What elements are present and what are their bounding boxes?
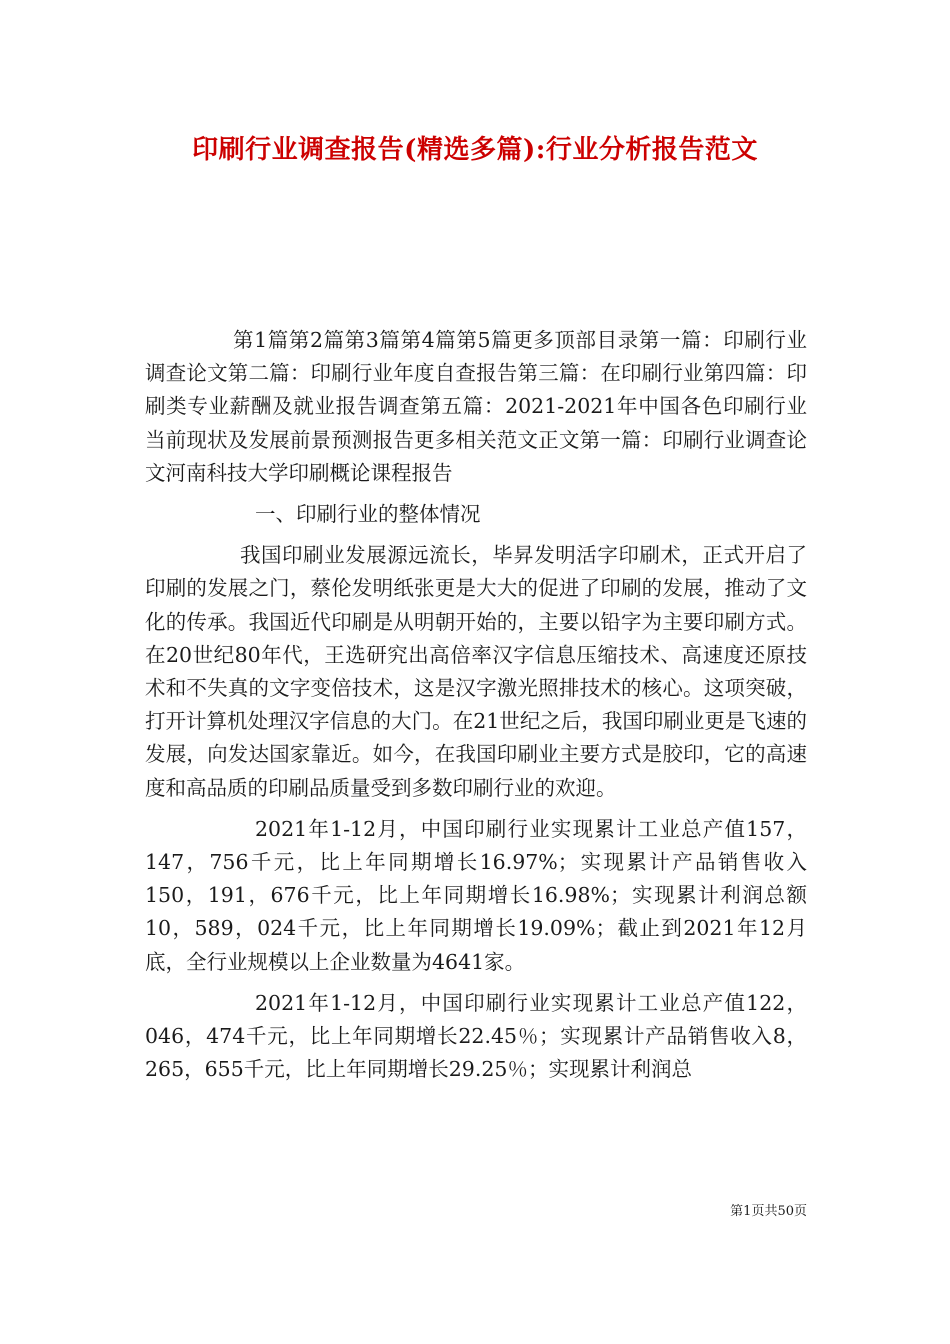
table-of-contents-paragraph: 第1篇第2篇第3篇第4篇第5篇更多顶部目录第一篇：印刷行业调查论文第二篇：印刷行业年度自查报告第三篇：在印刷行业第四篇：印刷类专业薪酬及就业报告调查第五篇：2021-2021年中国各色印刷行业当前现状及发展前景预测报告更多相关范文正文第一篇：印刷行业调查论文河南科技大学印刷概论课程报告 <box>145 328 807 485</box>
body-paragraph: 2021年1-12月，中国印刷行业实现累计工业总产值157，147，756千元，比上年同期增长16.97%；实现累计产品销售收入150，191，676千元，比上年同期增长16.98%；实现累计利润总额10，589，024千元，比上年同期增长19.09%；截止到2021年12月底，全行业规模以上企业数量为4641家。 <box>145 816 807 974</box>
document-title: 印刷行业调查报告(精选多篇):行业分析报告范文 <box>192 135 758 165</box>
body-paragraph: 我国印刷业发展源远流长，毕昇发明活字印刷术，正式开启了印刷的发展之门，蔡伦发明纸张更是大大的促进了印刷的发展，推动了文化的传承。我国近代印刷是从明朝开始的，主要以铅字为主要印刷方式。在20世纪80年代，王选研究出高倍率汉字信息压缩技术、高速度还原技术和不失真的文字变倍技术，这是汉字激光照排技术的核心。这项突破，打开计算机处理汉字信息的大门。在21世纪之后，我国印刷业更是飞速的发展，向发达国家靠近。如今，在我国印刷业主要方式是胶印，它的高速度和高品质的印刷品质量受到多数印刷行业的欢迎。 <box>145 543 807 800</box>
body-paragraph: 2021年1-12月，中国印刷行业实现累计工业总产值122，046，474千元，比上年同期增长22.45％；实现累计产品销售收入8，265，655千元，比上年同期增长29.25％；实现累计利润总 <box>145 990 807 1082</box>
document-body <box>145 324 807 1086</box>
page-number-footer: 第1页共50页 <box>730 1204 807 1219</box>
section-heading: 一、印刷行业的整体情况 <box>255 502 481 527</box>
